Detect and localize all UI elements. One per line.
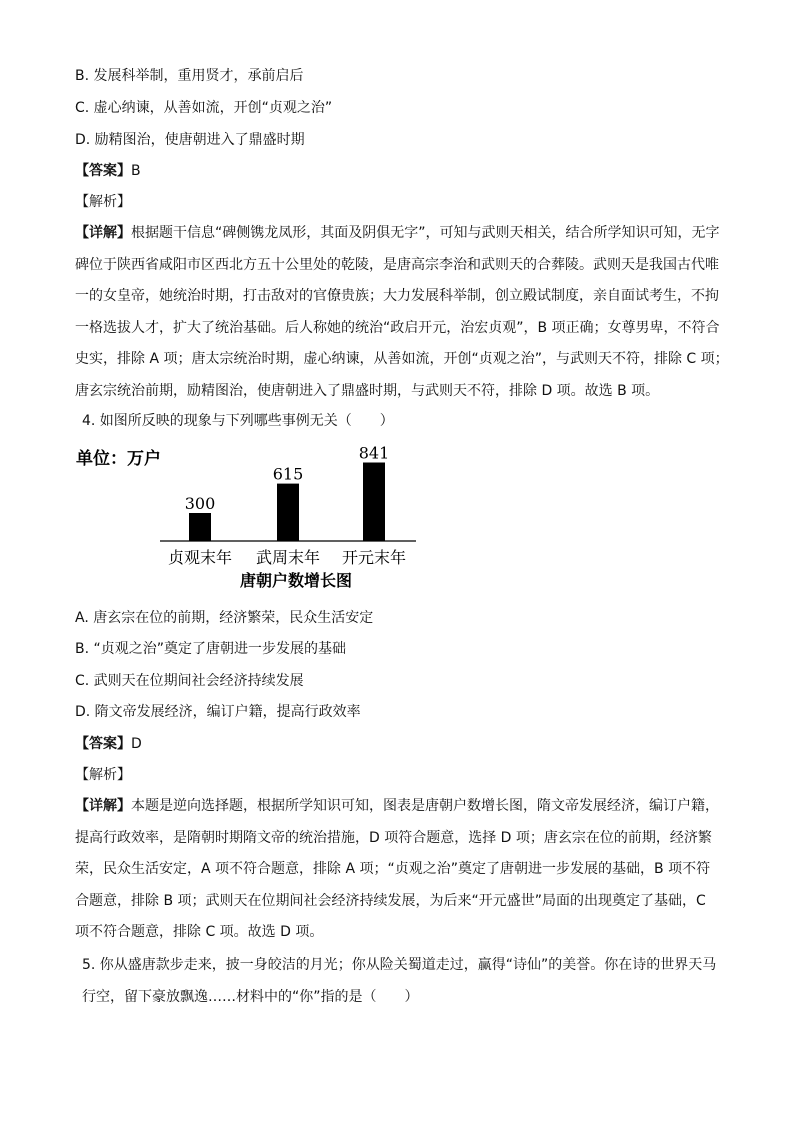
chart-value-label: 300 <box>184 494 216 513</box>
q3-answer-tag: 【答案】 <box>75 163 131 179</box>
chart-bars <box>185 444 390 541</box>
q5-stem <box>82 950 724 1013</box>
q3-detail-line: 史实，排除 A 项；唐太宗统治时期，虚心纳谏，从善如流，开创“贞观之治”，与武则天不符，排除 C 项； <box>75 351 729 368</box>
q3-answer <box>75 162 141 180</box>
q4-option-a: A. 唐玄宗在位的前期，经济繁荣，民众生活安定 <box>75 610 374 626</box>
q4-option-b: B. “贞观之治”奠定了唐朝进一步发展的基础 <box>75 641 347 657</box>
q3-detail-line: 【详解】根据题干信息“碑侧镌龙凤形，其面及阴俱无字”，可知与武则天相关，结合所学知识可知，无字 <box>75 225 720 241</box>
q4-option-c: C. 武则天在位期间社会经济持续发展 <box>75 673 304 689</box>
chart-value-label: 615 <box>272 464 304 484</box>
q4-detail <box>75 791 721 949</box>
q3-detail-line: 一格选拔人才，扩大了统治基础。后人称她的统治“政启开元，治宏贞观”，B 项正确；女尊男卑，不符合 <box>75 319 720 336</box>
q3-detail-line: 一的女皇帝，她统治时期，打击敌对的官僚贵族；大力发展科举制，创立殿试制度，亲自面试考生，不拘 <box>75 288 719 305</box>
chart-bar <box>189 513 211 541</box>
q4-detail-line: 提高行政效率，是隋朝时期隋文帝的统治措施，D 项符合题意，选择 D 项；唐玄宗在位的前期，经济繁 <box>75 829 712 846</box>
q3-option-d: D. 励精图治，使唐朝进入了鼎盛时期 <box>75 132 305 148</box>
q5-stem-line: 5. 你从盛唐款步走来，披一身皎洁的月光；你从险关蜀道走过，赢得“诗仙”的美誉。你在诗的世界天马 <box>82 957 717 973</box>
chart-unit-label: 单位：万户 <box>76 449 161 469</box>
q4-detail-line: 【详解】本题是逆向选择题，根据所学知识可知，图表是唐朝户数增长图，隋文帝发展经济，编订户籍， <box>75 798 719 814</box>
chart-bar <box>363 463 385 541</box>
q3-option-c: C. 虚心纳谏，从善如流，开创“贞观之治” <box>75 100 333 116</box>
q5-stem-line: 行空，留下豪放飘逸……材料中的“你”指的是（ ） <box>82 988 419 1005</box>
chart-category-label: 贞观末年 <box>167 548 233 567</box>
chart-title: 唐朝户数增长图 <box>239 571 353 590</box>
q4-analysis-tag: 【解析】 <box>75 767 131 783</box>
q3-detail-line: 唐玄宗统治前期，励精图治，使唐朝进入了鼎盛时期，与武则天不符，排除 D 项。故选 B 项。 <box>75 382 660 399</box>
chart-category-label: 武周末年 <box>255 548 321 567</box>
q3-detail-tag: 【详解】 <box>75 225 131 241</box>
chart-value-label: 841 <box>358 444 390 463</box>
chart-category-labels <box>168 548 406 567</box>
q4-option-d: D. 隋文帝发展经济，编订户籍，提高行政效率 <box>75 704 361 720</box>
q4-detail-line: 项不符合题意，排除 C 项。故选 D 项。 <box>75 924 324 941</box>
q3-answer-value: B <box>131 163 141 179</box>
q3-analysis-tag: 【解析】 <box>75 194 131 210</box>
q4-detail-line: 合题意，排除 B 项；武则天在位期间社会经济持续发展，为后来“开元盛世”局面的出现奠定了基础，C <box>75 892 706 909</box>
q3-detail-line: 碑位于陕西省咸阳市区西北方五十公里处的乾陵，是唐高宗李治和武则天的合葬陵。武则天是我国古代唯 <box>75 256 719 273</box>
q3-detail <box>75 218 729 408</box>
q3-option-b: B. 发展科举制，重用贤才，承前启后 <box>75 68 304 84</box>
households-bar-chart <box>72 444 424 594</box>
q4-answer <box>75 735 142 753</box>
chart-bar <box>277 484 299 541</box>
q4-answer-tag: 【答案】 <box>75 736 131 752</box>
q4-answer-value: D <box>131 736 142 752</box>
q4-detail-tag: 【详解】 <box>75 798 131 814</box>
q4-stem: 4. 如图所反映的现象与下列哪些事例无关（ ） <box>82 413 394 429</box>
q4-detail-line: 荣，民众生活安定，A 项不符合题意，排除 A 项；“贞观之治”奠定了唐朝进一步发展的基础，B 项不符 <box>75 861 711 878</box>
chart-category-label: 开元末年 <box>341 548 407 567</box>
